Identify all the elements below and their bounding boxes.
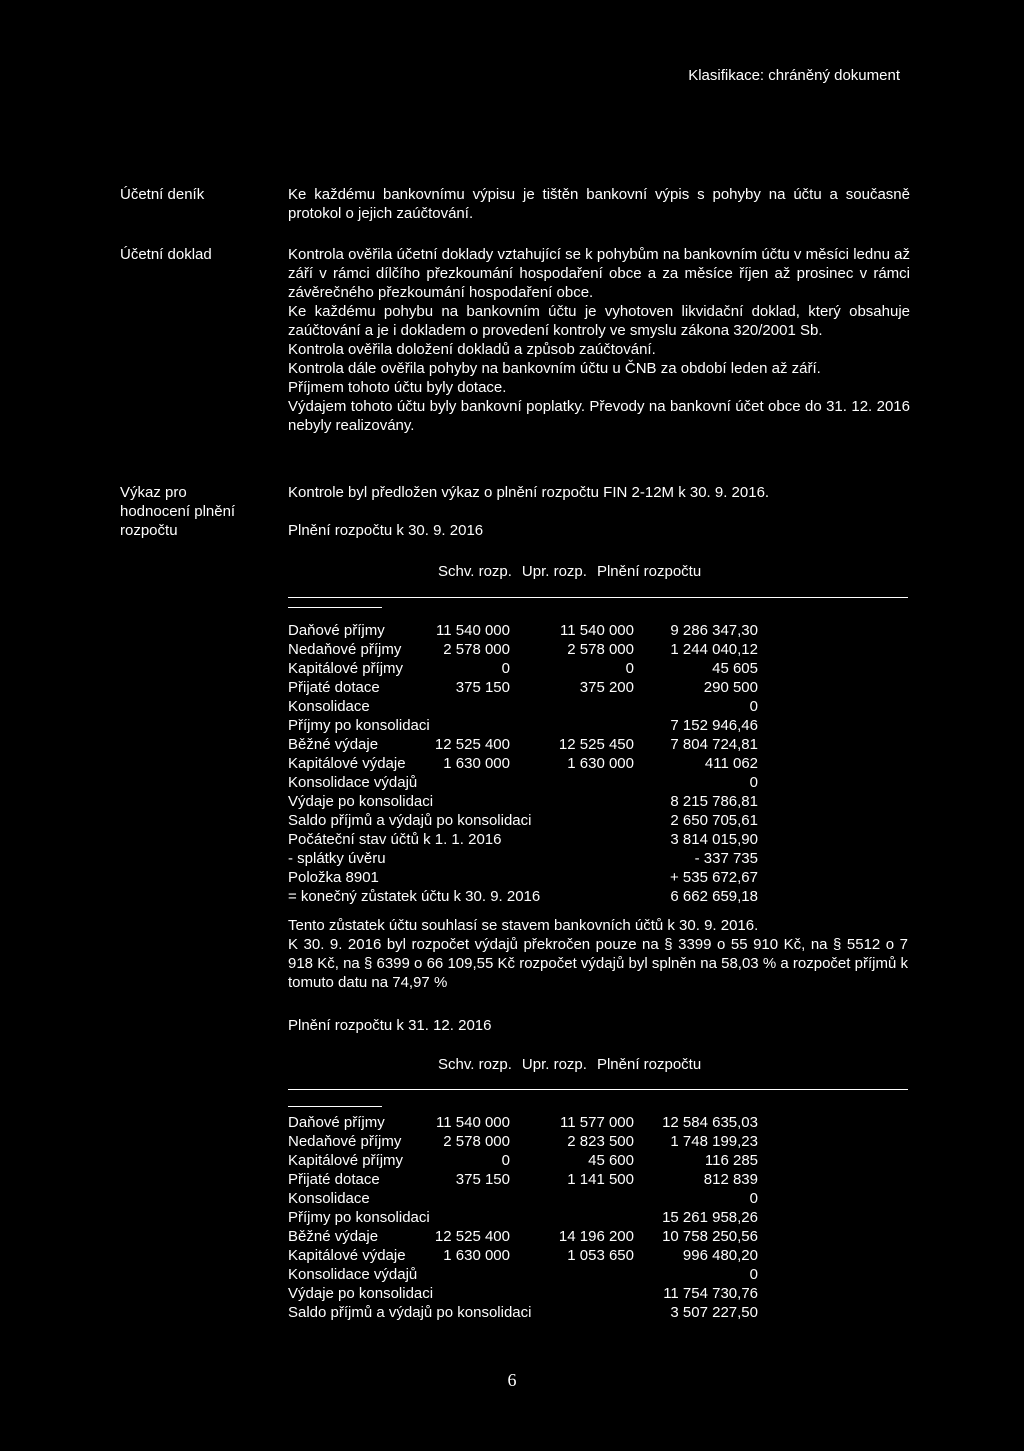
table-row — [288, 735, 908, 754]
row-plneni: 411 062 — [704, 755, 758, 772]
classification-label: Klasifikace: chráněný dokument — [688, 67, 900, 84]
row-label: Běžné výdaje — [288, 1228, 379, 1245]
row-upr: 11 577 000 — [560, 1114, 634, 1131]
row-label: Položka 8901 — [288, 869, 379, 886]
row-label: Nedaňové příjmy — [288, 1133, 402, 1150]
row-schv: 12 525 400 — [434, 1228, 510, 1245]
row-plneni: 2 650 705,61 — [670, 812, 758, 829]
row-label: Výdaje po konsolidaci — [288, 793, 434, 810]
row-plneni: 1 244 040,12 — [670, 641, 758, 658]
row-label: Kapitálové příjmy — [288, 660, 404, 677]
row-plneni: + 535 672,67 — [669, 869, 758, 886]
row-plneni: 116 285 — [704, 1152, 758, 1169]
table-2-header — [438, 1055, 701, 1074]
row-schv: 12 525 400 — [434, 736, 510, 753]
row-plneni: 1 748 199,23 — [670, 1133, 758, 1150]
row-schv: 0 — [501, 1152, 510, 1169]
row-plneni: 3 507 227,50 — [670, 1304, 758, 1321]
row-upr: 375 200 — [579, 679, 634, 696]
table-row — [288, 678, 908, 697]
row-label: Kapitálové příjmy — [288, 1152, 404, 1169]
row-plneni: 0 — [749, 1190, 758, 1207]
row-plneni: 15 261 958,26 — [662, 1209, 758, 1226]
table-row — [288, 1113, 908, 1132]
header-plneni: Plnění rozpočtu — [596, 563, 702, 580]
table-row — [288, 1189, 908, 1208]
paragraph: Kontrola ověřila doložení dokladů a způsob zaúčtování. — [288, 341, 656, 358]
paragraph: Kontrola dále ověřila pohyby na bankovním účtu u ČNB za období leden až září. — [288, 360, 821, 377]
label-line: hodnocení plnění — [120, 503, 236, 520]
row-plneni: 12 584 635,03 — [662, 1114, 758, 1131]
divider — [288, 1106, 382, 1107]
table-1-header — [438, 562, 701, 581]
table-1-budget-note: K 30. 9. 2016 byl rozpočet výdajů překročen pouze na § 3399 o 55 910 Kč, na § 5512 o 7 918 Kč, na § 6399 o 66 109,55 Kč rozpočet výdajů byl splněn na 58,03 % a rozpočet příjmů k tomuto datu na 74,97 % — [288, 936, 908, 991]
table-row — [288, 887, 908, 906]
table-row — [288, 830, 908, 849]
row-label: Počáteční stav účtů k 1. 1. 2016 — [288, 831, 502, 848]
paragraph: Ke každému pohybu na bankovním účtu je vyhotoven likvidační doklad, který obsahuje zaúčtování a je i dokladem o provedení kontroly ve smyslu zákona 320/2001 Sb. — [288, 303, 910, 339]
divider — [288, 597, 908, 598]
vykaz-intro: Kontrole byl předložen výkaz o plnění rozpočtu FIN 2-12M k 30. 9. 2016. — [288, 484, 770, 501]
row-plneni: 7 152 946,46 — [670, 717, 758, 734]
paragraph: Kontrola ověřila účetní doklady vztahující se k pohybům na bankovním účtu v měsíci lednu až září v rámci dílčího přezkoumání hospodaření obce a za měsíce říjen až prosinec v rámci závěrečného přezkoumání hospodaření obce. — [288, 246, 910, 301]
table-row — [288, 697, 908, 716]
row-plneni: 996 480,20 — [682, 1247, 758, 1264]
table-row — [288, 1246, 908, 1265]
row-plneni: 290 500 — [703, 679, 758, 696]
row-plneni: 7 804 724,81 — [670, 736, 758, 753]
row-plneni: 0 — [749, 698, 758, 715]
header-plneni: Plnění rozpočtu — [596, 1056, 702, 1073]
table-row — [288, 1284, 908, 1303]
header-upr: Upr. rozp. — [521, 1056, 587, 1073]
table-row — [288, 1132, 908, 1151]
row-upr: 12 525 450 — [558, 736, 634, 753]
row-upr: 2 578 000 — [567, 641, 634, 658]
page-number: 6 — [507, 1370, 517, 1390]
table-row — [288, 640, 908, 659]
row-upr: 11 540 000 — [560, 622, 634, 639]
label-line: Výkaz pro — [120, 484, 187, 501]
row-label: Běžné výdaje — [288, 736, 379, 753]
section-text: Ke každému bankovnímu výpisu je tištěn bankovní výpis s pohyby na účtu a současně protokol o jejich zaúčtování. — [288, 186, 910, 222]
row-schv: 11 540 000 — [436, 1114, 510, 1131]
table-row — [288, 1208, 908, 1227]
row-schv: 2 578 000 — [443, 1133, 510, 1150]
row-schv: 1 630 000 — [443, 1247, 510, 1264]
row-label: Saldo příjmů a výdajů po konsolidaci — [288, 1304, 532, 1321]
table-2-title: Plnění rozpočtu k 31. 12. 2016 — [288, 1017, 492, 1034]
row-schv: 2 578 000 — [443, 641, 510, 658]
header-upr: Upr. rozp. — [521, 563, 587, 580]
table-row — [288, 811, 908, 830]
label-line: rozpočtu — [120, 522, 178, 539]
table-row — [288, 1151, 908, 1170]
section-label: Účetní doklad — [120, 246, 212, 263]
row-schv: 375 150 — [455, 679, 510, 696]
header-schv: Schv. rozp. — [438, 563, 512, 580]
paragraph: Příjmem tohoto účtu byly dotace. — [288, 379, 507, 396]
row-label: - splátky úvěru — [288, 850, 386, 867]
row-label: Přijaté dotace — [288, 1171, 380, 1188]
table-row — [288, 1227, 908, 1246]
row-upr: 1 053 650 — [567, 1247, 634, 1264]
row-label: Příjmy po konsolidaci — [288, 717, 430, 734]
table-row — [288, 792, 908, 811]
divider — [288, 1089, 908, 1090]
row-upr: 2 823 500 — [567, 1133, 634, 1150]
table-row — [288, 716, 908, 735]
row-plneni: 6 662 659,18 — [670, 888, 758, 905]
table-row — [288, 659, 908, 678]
row-schv: 0 — [501, 660, 510, 677]
row-label: Výdaje po konsolidaci — [288, 1285, 434, 1302]
table-1-title: Plnění rozpočtu k 30. 9. 2016 — [288, 522, 484, 539]
row-plneni: 9 286 347,30 — [670, 622, 758, 639]
row-schv: 1 630 000 — [443, 755, 510, 772]
row-plneni: 0 — [749, 1266, 758, 1283]
vykaz-content — [288, 483, 910, 502]
row-schv: 375 150 — [455, 1171, 510, 1188]
row-label: Konsolidace výdajů — [288, 1266, 418, 1283]
row-plneni: 3 814 015,90 — [670, 831, 758, 848]
row-upr: 45 600 — [588, 1152, 634, 1169]
divider — [288, 607, 382, 608]
row-label: Přijaté dotace — [288, 679, 380, 696]
table-row — [288, 621, 908, 640]
table-1-note: Tento zůstatek účtu souhlasí se stavem bankovních účtů k 30. 9. 2016. — [288, 917, 759, 934]
table-1 — [288, 621, 908, 906]
row-plneni: 812 839 — [703, 1171, 758, 1188]
table-row — [288, 1303, 908, 1322]
header-schv: Schv. rozp. — [438, 1056, 512, 1073]
row-label: Příjmy po konsolidaci — [288, 1209, 430, 1226]
row-schv: 11 540 000 — [436, 622, 510, 639]
section-label — [120, 483, 280, 540]
row-label: Kapitálové výdaje — [288, 755, 406, 772]
table-row — [288, 754, 908, 773]
row-plneni: 10 758 250,56 — [662, 1228, 758, 1245]
table-row — [288, 1170, 908, 1189]
row-plneni: 45 605 — [712, 660, 758, 677]
section-label: Účetní deník — [120, 186, 205, 203]
table-row — [288, 868, 908, 887]
row-label: Konsolidace — [288, 698, 370, 715]
row-label: Konsolidace — [288, 1190, 370, 1207]
row-label: Konsolidace výdajů — [288, 774, 418, 791]
section-paragraphs — [288, 245, 910, 435]
row-label: = konečný zůstatek účtu k 30. 9. 2016 — [288, 888, 541, 905]
row-label: Kapitálové výdaje — [288, 1247, 406, 1264]
row-label: Nedaňové příjmy — [288, 641, 402, 658]
row-upr: 0 — [625, 660, 634, 677]
row-plneni: 11 754 730,76 — [663, 1285, 758, 1302]
paragraph: Výdajem tohoto účtu byly bankovní poplatky. Převody na bankovní účet obce do 31. 12. 2016 nebyly realizovány. — [288, 398, 910, 434]
row-plneni: 0 — [749, 774, 758, 791]
row-upr: 1 630 000 — [567, 755, 634, 772]
table-row — [288, 849, 908, 868]
row-label: Saldo příjmů a výdajů po konsolidaci — [288, 812, 532, 829]
table-row — [288, 1265, 908, 1284]
row-upr: 14 196 200 — [558, 1228, 634, 1245]
row-label: Daňové příjmy — [288, 1114, 385, 1131]
row-upr: 1 141 500 — [567, 1171, 634, 1188]
row-label: Daňové příjmy — [288, 622, 385, 639]
table-2 — [288, 1113, 908, 1322]
row-plneni: 8 215 786,81 — [670, 793, 758, 810]
table-row — [288, 773, 908, 792]
row-plneni: - 337 735 — [694, 850, 758, 867]
